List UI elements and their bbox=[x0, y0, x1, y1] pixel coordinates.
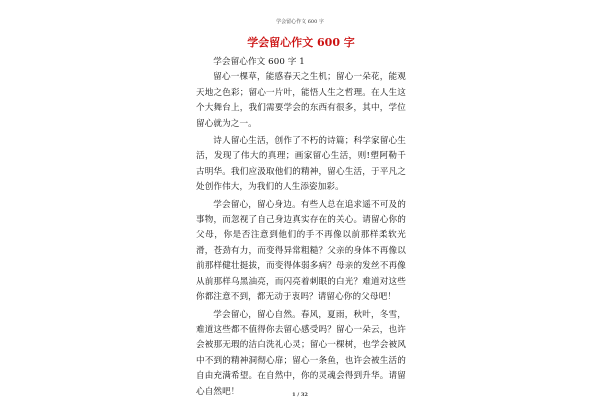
page-number: 1 / 32 bbox=[292, 392, 308, 398]
document-body bbox=[196, 36, 406, 402]
paragraph-intro: 留心一棵草，能感春天之生机；留心一朵花，能观天地之色彩；留心一片叶，能悟人生之哲理。在人生这个大舞台上，我们需要学会的东西有很多，其中，学位留心就为之一。 bbox=[196, 72, 406, 129]
paragraph-nature: 学会留心，留心自然。春风，夏雨，秋叶，冬雪，难道这些都不值得你去留心感受吗？留心一朵云，也许会被那无瑕的洁白洗礼心灵；留心一棵树，也学会被风中不到的精神洞彻心扉；留心一条鱼，也许会被生活的自由充满希望。在自然中，你的灵魂会得到升华。请留心自然吧！ bbox=[196, 309, 406, 397]
document-title: 学会留心作文 600 字 bbox=[247, 36, 355, 49]
paragraph-subtitle: 学会留心作文 600 字 1 bbox=[213, 57, 305, 67]
paragraph-poets: 诗人留心生活，创作了不朽的诗篇；科学家留心生活，发现了伟大的真理；画家留心生活，则!塑阿勒千古明华。我们应汲取他们的精神，留心生活，于平凡之处创作伟大，为我们的人生添姿加彩。 bbox=[196, 136, 406, 193]
paragraph-family: 学会留心，留心身边。有些人总在追求遥不可及的事物，而忽视了自己身边真实存在的关心。请留心你的父母，你是否注意到他们的手不再像以前那样柔软光滑，苍劲有力，而变得异常粗糙？父亲的身体不再像以前那样健壮挺拔，而变得体弱多病？母亲的发丝不再像从前那样乌黑油亮，而闪亮着刺眼的白光？难道对这些你都注意不到，都无动于衷吗？请留心你的父母吧！ bbox=[196, 199, 406, 303]
running-header: 学会留心作文 600 字 bbox=[276, 19, 324, 25]
